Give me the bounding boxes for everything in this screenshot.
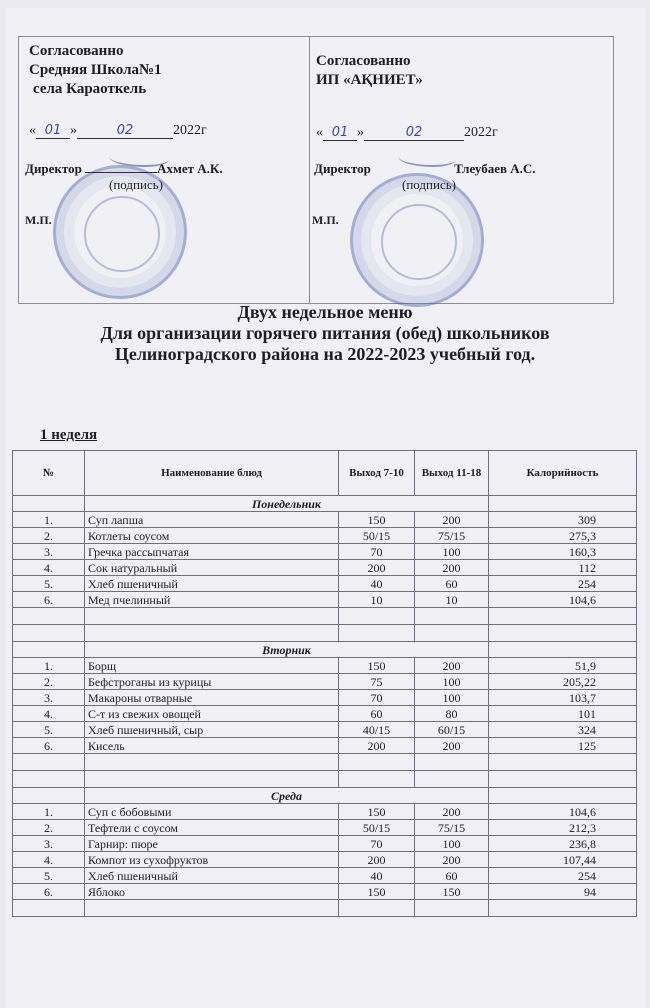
menu-title-line3: Целиноградского района на 2022-2023 учебный год. [114, 344, 536, 364]
day-header-row [13, 642, 637, 658]
table-row [13, 836, 637, 852]
row-number: 6. [13, 592, 85, 608]
calories: 160,3 [489, 544, 637, 560]
calories: 275,3 [489, 528, 637, 544]
row-number: 2. [13, 820, 85, 836]
day-header-row [13, 788, 637, 804]
date-day: 01 [323, 125, 357, 141]
output-11-18: 75/15 [415, 528, 489, 544]
empty-row [13, 754, 637, 771]
dish-name: Хлеб пшеничный [85, 576, 339, 592]
table-row [13, 804, 637, 820]
header-calories: Калорийность [489, 451, 637, 496]
empty-cell [85, 771, 339, 788]
dish-name: Суп с бобовыми [85, 804, 339, 820]
table-row [13, 592, 637, 608]
header-output-11-18: Выход 11-18 [415, 451, 489, 496]
approval-left-village: села Караоткель [33, 81, 147, 97]
date-year: 2022г [173, 123, 207, 138]
table-header-row [13, 451, 637, 496]
output-11-18: 100 [415, 836, 489, 852]
empty-row [13, 625, 637, 642]
output-7-10: 200 [339, 852, 415, 868]
dish-name: Борщ [85, 658, 339, 674]
empty-cell [339, 608, 415, 625]
row-number: 5. [13, 576, 85, 592]
director-name: Тлеубаев А.С. [454, 161, 536, 176]
empty-row [13, 900, 637, 917]
output-11-18: 60 [415, 576, 489, 592]
day-cell-empty [489, 788, 637, 804]
table-row [13, 674, 637, 690]
empty-row [13, 771, 637, 788]
empty-cell [85, 608, 339, 625]
table-row [13, 512, 637, 528]
calories: 125 [489, 738, 637, 754]
empty-cell [415, 608, 489, 625]
week-label: 1 неделя [40, 427, 98, 443]
dish-name: Мед пчелинный [85, 592, 339, 608]
approval-right-date: « 01 » 02 2022г [316, 125, 498, 140]
dish-name: Сок натуральный [85, 560, 339, 576]
approval-left-director [25, 161, 223, 177]
table-row [13, 560, 637, 576]
header-num: № [13, 451, 85, 496]
header-output-7-10: Выход 7-10 [339, 451, 415, 496]
approval-left-title: Согласованно [29, 43, 124, 59]
director-name: Ахмет А.К. [157, 161, 223, 176]
menu-title-line2: Для организации горячего питания (обед) школьников [100, 323, 550, 343]
empty-cell [13, 771, 85, 788]
output-11-18: 200 [415, 560, 489, 576]
calories: 51,9 [489, 658, 637, 674]
output-11-18: 200 [415, 738, 489, 754]
output-11-18: 100 [415, 690, 489, 706]
empty-cell [339, 900, 415, 917]
empty-cell [415, 754, 489, 771]
calories: 101 [489, 706, 637, 722]
dish-name: С-т из свежих овощей [85, 706, 339, 722]
dish-name: Хлеб пшеничный [85, 868, 339, 884]
output-7-10: 70 [339, 690, 415, 706]
day-cell-empty [489, 642, 637, 658]
table-row [13, 528, 637, 544]
dish-name: Яблоко [85, 884, 339, 900]
empty-cell [489, 625, 637, 642]
empty-cell [85, 900, 339, 917]
output-7-10: 60 [339, 706, 415, 722]
dish-name: Гарнир: пюре [85, 836, 339, 852]
output-7-10: 70 [339, 544, 415, 560]
output-11-18: 60 [415, 868, 489, 884]
empty-cell [13, 608, 85, 625]
output-7-10: 40 [339, 576, 415, 592]
output-7-10: 200 [339, 738, 415, 754]
mp-label: М.П. [25, 213, 52, 227]
date-month: 02 [364, 125, 464, 141]
day-name: Понедельник [85, 496, 489, 512]
output-11-18: 150 [415, 884, 489, 900]
header-dish: Наименование блюд [85, 451, 339, 496]
row-number: 5. [13, 722, 85, 738]
empty-cell [85, 625, 339, 642]
dish-name: Бефстроганы из курицы [85, 674, 339, 690]
empty-cell [489, 754, 637, 771]
empty-cell [339, 771, 415, 788]
day-header-row [13, 496, 637, 512]
stamp-inner [84, 196, 160, 272]
output-7-10: 200 [339, 560, 415, 576]
table-row [13, 706, 637, 722]
approval-right-title: Согласованно [316, 53, 411, 69]
calories: 103,7 [489, 690, 637, 706]
table-row [13, 690, 637, 706]
calories: 324 [489, 722, 637, 738]
output-7-10: 150 [339, 512, 415, 528]
empty-cell [13, 625, 85, 642]
output-11-18: 75/15 [415, 820, 489, 836]
empty-cell [415, 900, 489, 917]
dish-name: Компот из сухофруктов [85, 852, 339, 868]
output-11-18: 80 [415, 706, 489, 722]
empty-cell [339, 625, 415, 642]
signature-note: (подпись) [402, 177, 456, 192]
output-7-10: 75 [339, 674, 415, 690]
table-row [13, 576, 637, 592]
row-number: 3. [13, 544, 85, 560]
row-number: 3. [13, 836, 85, 852]
empty-cell [85, 754, 339, 771]
approval-right-director [314, 161, 536, 177]
table-row [13, 820, 637, 836]
table-row [13, 868, 637, 884]
row-number: 2. [13, 528, 85, 544]
calories: 254 [489, 576, 637, 592]
calories: 94 [489, 884, 637, 900]
output-11-18: 200 [415, 512, 489, 528]
empty-cell [489, 608, 637, 625]
row-number: 2. [13, 674, 85, 690]
date-month: 02 [77, 123, 173, 139]
table-row [13, 852, 637, 868]
output-7-10: 150 [339, 804, 415, 820]
row-number: 6. [13, 884, 85, 900]
day-cell-empty [13, 496, 85, 512]
table-row [13, 658, 637, 674]
row-number: 5. [13, 868, 85, 884]
director-label: Директор [25, 161, 82, 176]
menu-title-line1: Двух недельное меню [237, 302, 413, 322]
empty-cell [489, 771, 637, 788]
empty-cell [415, 771, 489, 788]
dish-name: Тефтели с соусом [85, 820, 339, 836]
table-row [13, 722, 637, 738]
approval-block [18, 36, 614, 304]
output-7-10: 50/15 [339, 820, 415, 836]
dish-name: Суп лапша [85, 512, 339, 528]
table-row [13, 738, 637, 754]
row-number: 1. [13, 512, 85, 528]
calories: 309 [489, 512, 637, 528]
approval-left-org: Средняя Школа№1 [29, 62, 162, 78]
output-7-10: 40 [339, 868, 415, 884]
date-day: 01 [36, 123, 70, 139]
output-7-10: 70 [339, 836, 415, 852]
company-stamp [350, 173, 484, 307]
menu-table [12, 450, 637, 917]
empty-cell [415, 625, 489, 642]
output-11-18: 200 [415, 852, 489, 868]
output-11-18: 200 [415, 658, 489, 674]
empty-cell [13, 900, 85, 917]
calories: 236,8 [489, 836, 637, 852]
calories: 107,44 [489, 852, 637, 868]
output-11-18: 60/15 [415, 722, 489, 738]
calories: 104,6 [489, 804, 637, 820]
calories: 212,3 [489, 820, 637, 836]
output-7-10: 150 [339, 658, 415, 674]
output-7-10: 10 [339, 592, 415, 608]
output-7-10: 150 [339, 884, 415, 900]
day-name: Среда [85, 788, 489, 804]
dish-name: Котлеты соусом [85, 528, 339, 544]
row-number: 1. [13, 804, 85, 820]
calories: 112 [489, 560, 637, 576]
dish-name: Кисель [85, 738, 339, 754]
row-number: 4. [13, 560, 85, 576]
row-number: 3. [13, 690, 85, 706]
day-name: Вторник [85, 642, 489, 658]
output-11-18: 100 [415, 544, 489, 560]
stamp-inner [381, 204, 457, 280]
calories: 254 [489, 868, 637, 884]
approval-left-date: « 01 » 02 2022г [29, 123, 207, 138]
dish-name: Макароны отварные [85, 690, 339, 706]
date-year: 2022г [464, 125, 498, 140]
director-label: Директор [314, 161, 371, 176]
row-number: 6. [13, 738, 85, 754]
table-row [13, 544, 637, 560]
output-11-18: 200 [415, 804, 489, 820]
calories: 205,22 [489, 674, 637, 690]
row-number: 4. [13, 852, 85, 868]
signature-note: (подпись) [109, 177, 163, 192]
output-7-10: 40/15 [339, 722, 415, 738]
approval-right [310, 37, 613, 303]
row-number: 4. [13, 706, 85, 722]
row-number: 1. [13, 658, 85, 674]
calories: 104,6 [489, 592, 637, 608]
day-cell-empty [13, 642, 85, 658]
empty-cell [339, 754, 415, 771]
table-row [13, 884, 637, 900]
dish-name: Хлеб пшеничный, сыр [85, 722, 339, 738]
menu-table-body [13, 496, 637, 917]
day-cell-empty [13, 788, 85, 804]
output-11-18: 10 [415, 592, 489, 608]
approval-right-org: ИП «АҚНИЕТ» [316, 72, 423, 88]
output-7-10: 50/15 [339, 528, 415, 544]
dish-name: Гречка рассыпчатая [85, 544, 339, 560]
approval-left [19, 37, 310, 303]
empty-cell [489, 900, 637, 917]
output-11-18: 100 [415, 674, 489, 690]
menu-title [0, 302, 650, 365]
day-cell-empty [489, 496, 637, 512]
empty-row [13, 608, 637, 625]
empty-cell [13, 754, 85, 771]
mp-label: М.П. [312, 213, 339, 227]
